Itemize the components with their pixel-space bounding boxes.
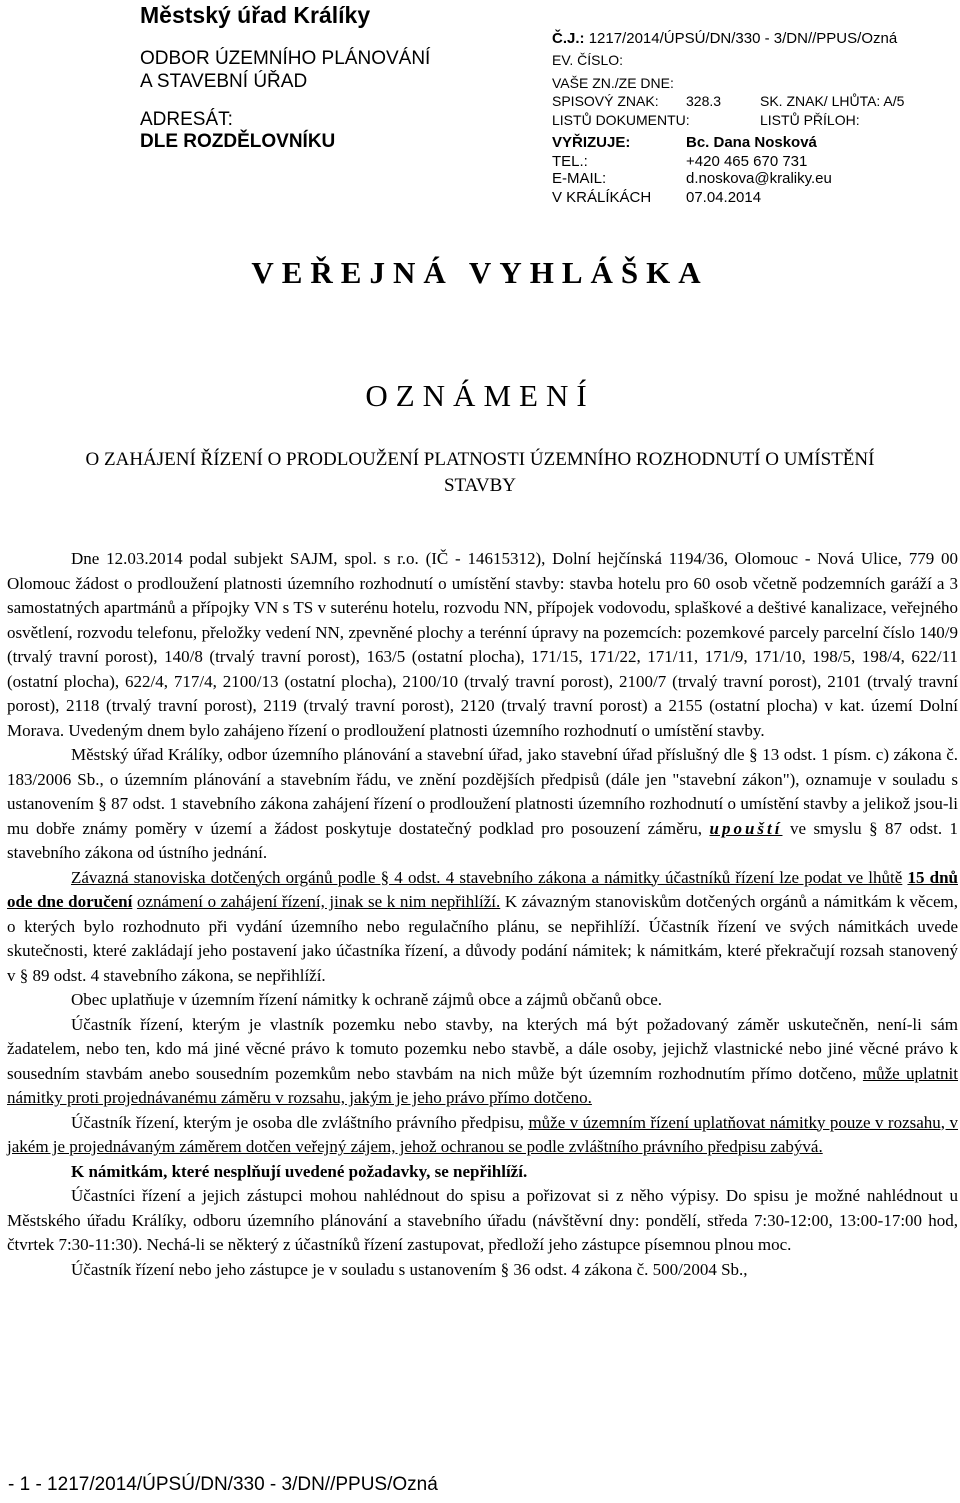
paragraph-owner xyxy=(7,1013,958,1111)
vyrizuje-label: VYŘIZUJE: xyxy=(552,134,631,151)
paragraph-application: Dne 12.03.2014 podal subjekt SAJM, spol. s r.o. (IČ - 14615312), Dolní hejčínská 1194/36, Olomouc - Nová Ulice, 779 00 Olomouc žádost o prodloužení platnosti územního rozhodnutí o umístění stavby: stavba hotelu pro 60 osob včetně podzemních garáží a 3 samostatných apartmánů a přípojky VN s TS v suterénu hotelu, rozvodu NN, přípojek vodovodu, splaškové a deštivé kanalizace, veřejného osvětlení, rozvodu telefonu, přeložky vedení NN, zpevněné plochy a terénní úpravy na pozemcích: pozemkové parcely parcelní číslo 140/9 (trvalý travní porost), 140/8 (trvalý travní porost), 163/5 (ostatní plocha), 171/15, 171/22, 171/11, 171/9, 171/10, 198/5, 198/4, 622/11 (ostatní plocha), 622/4, 717/4, 2100/13 (ostatní plocha), 2100/10 (trvalý travní porost), 2100/7 (trvalý travní porost), 2101 (trvalý travní porost), 2118 (trvalý travní porost), 2119 (trvalý travní porost), 2120 (trvalý travní porost) a 2155 (ostatní plocha) v kat. území Dolní Morava. Uvedeným dnem bylo zahájeno řízení o prodloužení platnosti územního rozhodnutí o umístění stavby. xyxy=(7,549,958,740)
reference-number xyxy=(552,30,897,47)
deadline-rest: K závazným stanoviskům dotčených orgánů a námitkám k věcem, o kterých bylo rozhodnuto při vydání územního nebo regulačního plánu, se nepřihlíží. Účastník řízení ve svých námitkách uvede skutečnosti, které zakládají jeho postavení jako účastníka řízení, a důvody podání námitek; k námitkám, které překračují rozsah stanovený v § 89 odst. 4 stavebního zákona, se nepřihlíží. xyxy=(7,892,959,985)
owner-underlined: může uplatnit námitky proti projednávanému záměru v rozsahu, jakým je jeho právo přímo dotčeno. xyxy=(7,1063,958,1107)
deadline-underlined-1: Závazná stanoviska dotčených orgánů podle § 4 odst. 4 stavebního zákona a námitky účastníků řízení lze podat ve lhůtě xyxy=(71,867,903,887)
announcement-text: Městský úřad Králíky, odbor územního plánování a stavební úřad, jako stavební úřad příslušný dle § 13 odst. 1 písm. c) zákona č. 183/2006 Sb., o územním plánování a stavebním řádu, ve znění pozdějších předpisů (dále jen "stavební zákon"), oznamuje v souladu s ustanovením § 87 odst. 1 stavebního zákona zahájení řízení o prodloužení platnosti územního rozhodnutí o umístění stavby a jelikož jsou-li mu dobře známy poměry v území a žádost poskytuje dostatečný podklad pro posouzení záměru, xyxy=(7,745,958,838)
document-body xyxy=(7,547,958,1282)
listu-dokumentu-label: LISTŮ DOKUMENTU: xyxy=(552,112,690,128)
skartacni-znak: SK. ZNAK/ LHŮTA: A/5 xyxy=(760,93,905,109)
special-person-text: Účastník řízení, kterým je osoba dle zvláštního právního předpisu, xyxy=(71,1112,524,1132)
waiver-emphasis: upouští xyxy=(709,818,783,838)
paragraph-inspection: Účastníci řízení a jejich zástupci mohou nahlédnout do spisu a pořizovat si z něho výpisy. Do spisu je možné nahlédnout u Městského úřadu Králíky, odboru územního plánování a stavebního úřadu (návštěvní dny: pondělí, středa 7:30-12:00, 13:00-17:00 hod, čtvrtek 7:30-11:30). Nechá-li se některý z účastníků řízení zastupovat, předloží jeho zástupce písemnou plnou moc. xyxy=(7,1186,958,1254)
ev-cislo-label: EV. ČÍSLO: xyxy=(552,52,624,68)
place-label: V KRÁLÍKÁCH xyxy=(552,189,652,206)
spisovy-znak-value: 328.3 xyxy=(686,93,722,109)
listu-priloh-label: LISTŮ PŘÍLOH: xyxy=(760,112,860,128)
paragraph-municipality: Obec uplatňuje v územním řízení námitky k ochraně zájmů obce a zájmů občanů obce. xyxy=(71,990,662,1009)
document-description: O ZAHÁJENÍ ŘÍZENÍ O PRODLOUŽENÍ PLATNOSTI ÚZEMNÍHO ROZHODNUTÍ O UMÍSTĚNÍ STAVBY xyxy=(85,449,875,496)
tel-value: +420 465 670 731 xyxy=(686,153,808,170)
tel-label: TEL.: xyxy=(552,153,588,170)
vase-zn-label: VAŠE ZN./ZE DNE: xyxy=(552,75,674,91)
addressee-value: DLE ROZDĚLOVNÍKU xyxy=(140,131,336,152)
document-title: VEŘEJNÁ VYHLÁŠKA xyxy=(251,255,709,290)
paragraph-deadline xyxy=(7,866,958,989)
special-person-underlined: může v územním řízení uplatňovat námitky pouze v rozsahu, v jakém je projednávaným záměrem dotčen veřejný zájem, jehož ochranou se podle zvláštního právního předpisu zabývá. xyxy=(7,1112,959,1156)
date-value: 07.04.2014 xyxy=(686,189,762,206)
email-label: E-MAIL: xyxy=(552,170,607,187)
document-subtitle: OZNÁMENÍ xyxy=(365,378,595,413)
deadline-underlined-2: oznámení o zahájení řízení, jinak se k nim nepřihlíží. xyxy=(136,892,501,911)
cj-value: 1217/2014/ÚPSÚ/DN/330 - 3/DN//PPUS/Ozná xyxy=(588,30,898,47)
cj-label: Č.J.: xyxy=(552,30,585,47)
paragraph-requirements: K námitkám, které nesplňují uvedené požadavky, se nepřihlíží. xyxy=(71,1161,528,1181)
addressee-label: ADRESÁT: xyxy=(140,109,233,130)
department-line-1: ODBOR ÚZEMNÍHO PLÁNOVÁNÍ xyxy=(140,48,431,69)
vyrizuje-value: Bc. Dana Nosková xyxy=(686,134,817,151)
office-name: Městský úřad Králíky xyxy=(140,2,371,28)
paragraph-special-person xyxy=(7,1111,958,1160)
page-footer: - 1 - 1217/2014/ÚPSÚ/DN/330 - 3/DN//PPUS/Ozná xyxy=(8,1474,438,1495)
announcement-text-end: ve smyslu § 87 odst. 1 stavebního zákona od ústního jednání. xyxy=(7,818,959,862)
paragraph-representation: Účastník řízení nebo jeho zástupce je v souladu s ustanovením § 36 odst. 4 zákona č. 500/2004 Sb., xyxy=(71,1259,748,1279)
deadline-bold: 15 dnů ode dne doručení xyxy=(7,867,959,911)
department-line-2: A STAVEBNÍ ÚŘAD xyxy=(140,71,308,92)
email-value: d.noskova@kraliky.eu xyxy=(686,170,832,187)
paragraph-announcement xyxy=(7,743,958,866)
spisovy-znak-label: SPISOVÝ ZNAK: xyxy=(552,93,659,109)
owner-text: Účastník řízení, kterým je vlastník pozemku nebo stavby, na kterých má být požadovaný záměr uskutečněn, není-li sám žadatelem, nebo ten, kdo má jiné věcné právo k tomuto pozemku nebo stavbě, a dále osoby, jejichž vlastnické nebo jiné věcné právo k sousedním stavbám anebo sousedním pozemkům nebo stavbám na nich může být územním rozhodnutím přímo dotčeno, xyxy=(7,1014,958,1083)
